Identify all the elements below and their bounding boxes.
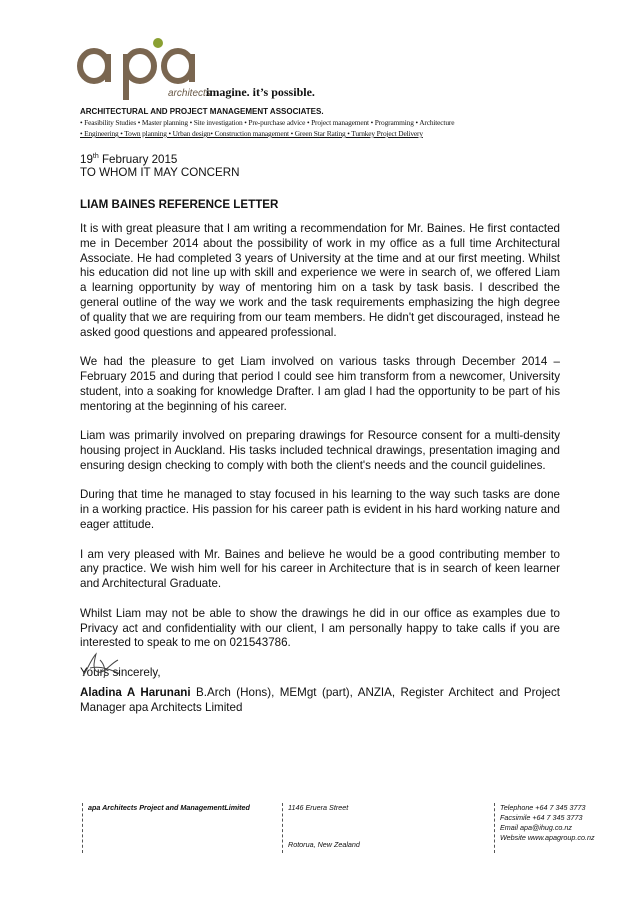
footer-company: apa Architects Project and ManagementLimited xyxy=(88,803,250,812)
paragraph: Liam was primarily involved on preparing drawings for Resource consent for a multi-density housing project in Auckland. His tasks included technical drawings, presentation imaging and ensuring design checking to comply with both the client's needs and the council guidelines. xyxy=(80,429,560,472)
paragraph: During that time he managed to stay focused in his learning to the way such tasks are done in a working practice. His passion for his career path is evident in his hard working nature and eager attitude. xyxy=(80,488,560,531)
signer-block xyxy=(80,686,560,716)
paragraph: We had the pleasure to get Liam involved on various tasks through December 2014 – February 2015 and during that period I could see him transform from a newcomer, University student, into a soaking for knowledge Drafter. I am glad I had the opportunity to be part of his mentoring at the beginning of his career. xyxy=(80,355,560,413)
footer-street: 1146 Eruera Street xyxy=(288,803,349,812)
services-list xyxy=(80,117,560,139)
footer-company-col xyxy=(82,803,288,853)
services-line-2: • Engineering • Town planning • Urban design• Construction management • Green Star Rating • Turnkey Project Delivery xyxy=(80,129,423,138)
apa-logo xyxy=(74,34,211,102)
letter-date: 19th February 2015 xyxy=(80,152,178,166)
footer-facsimile: Facsimile +64 7 345 3773 xyxy=(500,813,583,822)
footer-contact-col xyxy=(494,803,600,853)
footer-address-col xyxy=(282,803,500,853)
footer xyxy=(82,803,595,853)
firm-name: ARCHITECTURAL AND PROJECT MANAGEMENT ASSOCIATES. xyxy=(80,107,324,116)
salutation: TO WHOM IT MAY CONCERN xyxy=(80,166,240,179)
logo-text: apa xyxy=(74,34,76,35)
tagline: imagine. it’s possible. xyxy=(206,85,315,99)
footer-telephone: Telephone +64 7 345 3773 xyxy=(500,803,586,812)
services-line-1: • Feasibility Studies • Master planning • Site investigation • Pre-purchase advice • Project management • Programming • Architecture xyxy=(80,118,455,127)
signature xyxy=(80,650,122,680)
paragraph: Whilst Liam may not be able to show the drawings he did in our office as examples due to Privacy act and confidentiality with our client, I am personally happy to take calls if you are interested to speak to me on 021543786. xyxy=(80,606,560,650)
signer-name: Aladina A Harunani xyxy=(80,686,191,699)
signer-title: B.Arch (Hons), MEMgt (part), ANZIA, Register Architect and Project Manager apa Architects Limited xyxy=(80,686,560,714)
footer-website[interactable]: Website www.apagroup.co.nz xyxy=(500,833,595,842)
footer-city: Rotorua, New Zealand xyxy=(288,840,360,849)
footer-email[interactable]: Email apa@ihug.co.nz xyxy=(500,823,573,832)
green-dot-icon xyxy=(153,38,163,48)
paragraph: It is with great pleasure that I am writing a recommendation for Mr. Baines. He first contacted me in December 2014 about the possibility of work in my office as a full time Architectural Associate. He had completed 3 years of University at the time and at our first meeting. Whilst his education did not line up with skill and experience we were in search of, we offered Liam a learning opportunity by way of mentoring him on a task by task basis. I described the general outline of the way we work and the task requirements emphasizing the high degree of quality that we are requiring from our team members. He didn't get discouraged, instead he asked good questions and appeared professional. xyxy=(80,222,560,339)
letter-subject: LIAM BAINES REFERENCE LETTER xyxy=(80,198,279,211)
letter-body xyxy=(80,222,560,696)
closing: Yours sincerely, xyxy=(80,665,161,679)
paragraph: I am very pleased with Mr. Baines and believe he would be a good contributing member to any practice. We wish him well for his career in Architecture that is in search of keen learner and Architectural Graduate. xyxy=(80,547,560,591)
logo-subtitle: architects xyxy=(168,88,211,99)
